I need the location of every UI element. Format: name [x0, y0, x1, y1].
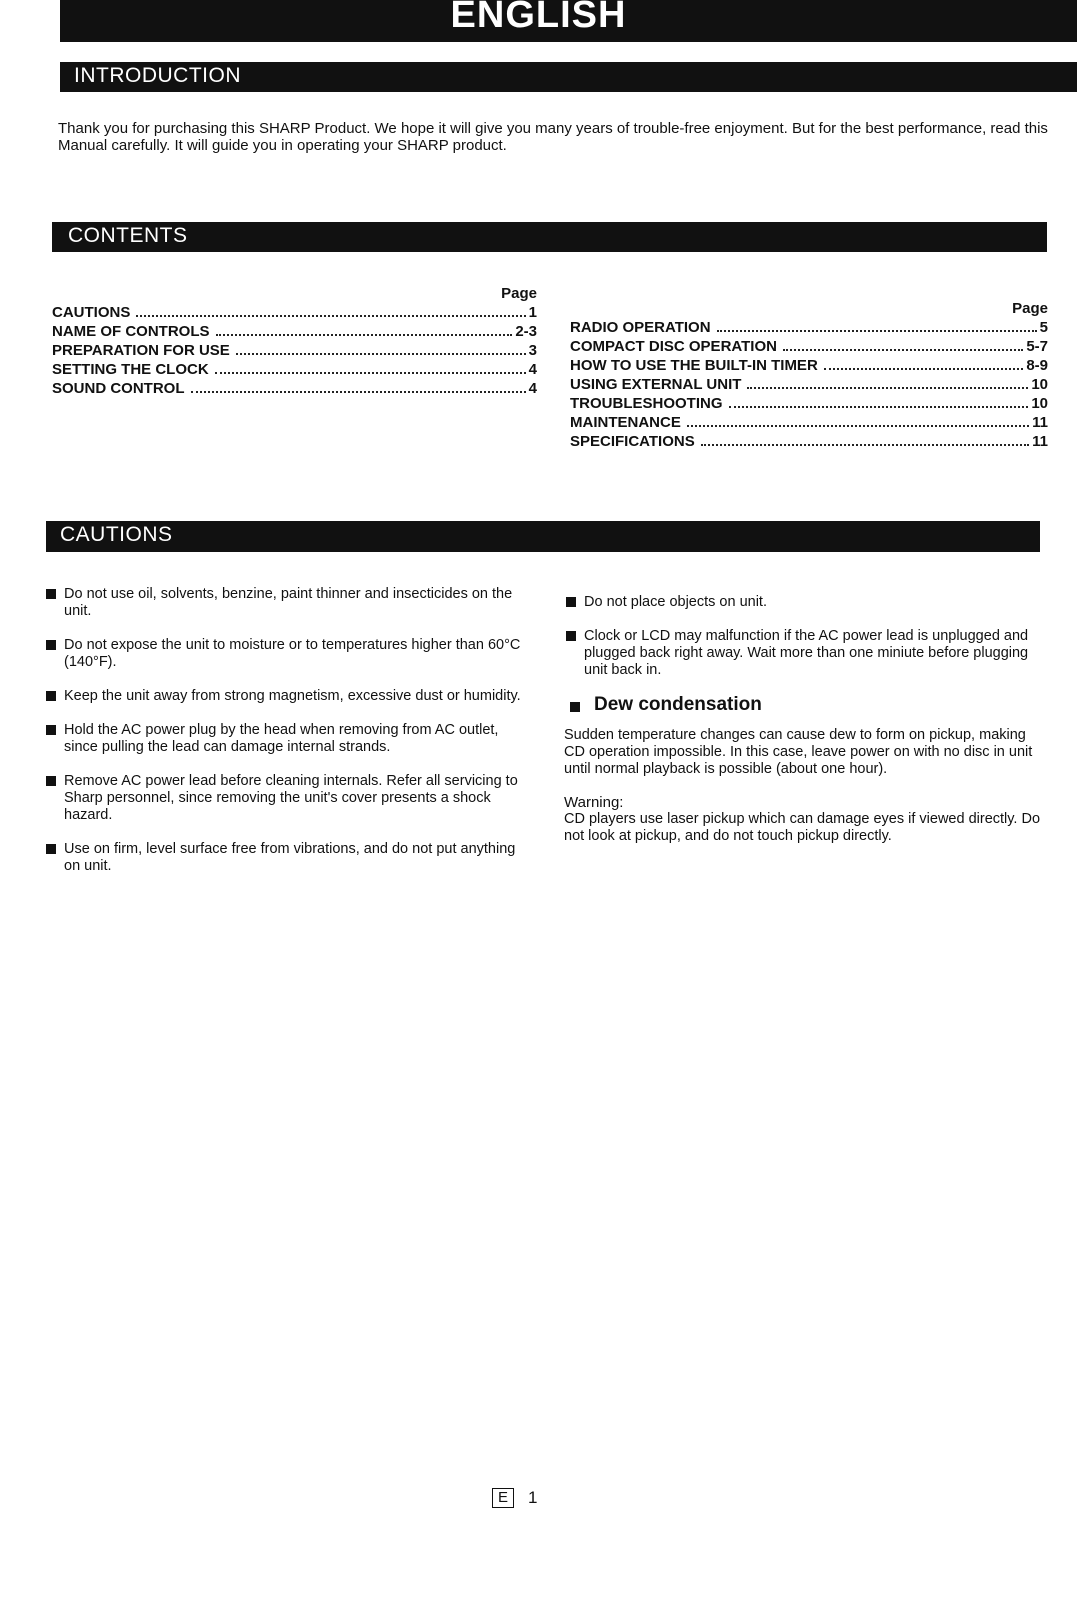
dot-leader: [747, 387, 1028, 389]
toc-entry: [570, 337, 1048, 356]
toc-entry-page: 2-3: [515, 323, 537, 340]
dew-heading-text: Dew condensation: [594, 694, 762, 715]
toc-entry-label: SPECIFICATIONS: [570, 433, 695, 450]
toc-entry-page: 3: [528, 342, 537, 359]
caution-text: Clock or LCD may malfunction if the AC power lead is unplugged and plugged back right away. Wait more than one miniute before plugging unit back in.: [584, 628, 1029, 678]
dot-leader: [824, 368, 1024, 370]
square-bullet-icon: [46, 691, 56, 701]
dot-leader: [136, 315, 525, 317]
toc-entry: [52, 379, 537, 398]
toc-entry: [570, 356, 1048, 375]
caution-item: [44, 773, 532, 824]
toc-entry-page: 4: [528, 361, 537, 378]
page-number: 1: [528, 1488, 538, 1507]
caution-text: Remove AC power lead before cleaning internals. Refer all servicing to Sharp personnel, since removing the unit's cover presents a shock hazard.: [64, 773, 518, 823]
caution-text: Use on firm, level surface free from vibrations, and do not put anything on unit.: [64, 841, 516, 874]
toc-entry: [52, 341, 537, 360]
dot-leader: [701, 444, 1029, 446]
toc-entry-label: TROUBLESHOOTING: [570, 395, 723, 412]
cautions-heading-bar: [46, 521, 1040, 552]
square-bullet-icon: [46, 725, 56, 735]
cautions-right-column: [564, 594, 1042, 861]
square-bullet-icon: [570, 702, 580, 712]
dew-condensation-heading: [564, 696, 1042, 713]
toc-entry-page: 5: [1039, 319, 1048, 336]
toc-entry-label: MAINTENANCE: [570, 414, 681, 431]
contents-left-column: [52, 284, 537, 398]
caution-text: Keep the unit away from strong magnetism, excessive dust or humidity.: [64, 688, 521, 704]
square-bullet-icon: [46, 776, 56, 786]
toc-entry: [52, 303, 537, 322]
toc-entry: [52, 322, 537, 341]
dot-leader: [215, 372, 526, 374]
toc-entry-page: 11: [1032, 414, 1048, 431]
toc-entry: [570, 318, 1048, 337]
caution-text: Do not use oil, solvents, benzine, paint thinner and insecticides on the unit.: [64, 586, 513, 619]
caution-item: [564, 628, 1042, 679]
toc-entry-page: 8-9: [1026, 357, 1048, 374]
toc-entry-label: CAUTIONS: [52, 304, 131, 321]
cautions-heading: CAUTIONS: [60, 523, 173, 546]
caution-item: [44, 586, 532, 620]
caution-text: Do not place objects on unit.: [584, 594, 767, 610]
toc-entry: [570, 413, 1048, 432]
toc-entry-page: 10: [1031, 395, 1048, 412]
toc-entry: [570, 394, 1048, 413]
contents-heading-bar: [52, 222, 1047, 252]
warning-title: Warning:: [564, 794, 624, 811]
toc-entry-label: HOW TO USE THE BUILT-IN TIMER: [570, 357, 818, 374]
toc-entry-label: USING EXTERNAL UNIT: [570, 376, 742, 393]
dot-leader: [191, 391, 526, 393]
toc-entry: [570, 432, 1048, 451]
page-footer: [492, 1488, 537, 1508]
toc-entry-label: RADIO OPERATION: [570, 319, 711, 336]
language-code-box: E: [492, 1488, 514, 1508]
cautions-left-column: [44, 586, 532, 892]
caution-item: [564, 594, 1042, 611]
toc-entry-label: SETTING THE CLOCK: [52, 361, 209, 378]
toc-entry-label: COMPACT DISC OPERATION: [570, 338, 777, 355]
caution-item: [44, 841, 532, 875]
dot-leader: [783, 349, 1023, 351]
toc-entry-page: 10: [1031, 376, 1048, 393]
toc-entry-page: 5-7: [1026, 338, 1048, 355]
square-bullet-icon: [46, 589, 56, 599]
toc-entry-page: 11: [1032, 433, 1048, 450]
toc-entry-page: 4: [528, 380, 537, 397]
square-bullet-icon: [46, 640, 56, 650]
introduction-heading: INTRODUCTION: [74, 64, 241, 87]
toc-entry-page: 1: [528, 304, 537, 321]
dot-leader: [236, 353, 526, 355]
caution-text: Do not expose the unit to moisture or to temperatures higher than 60°C (140°F).: [64, 637, 521, 670]
toc-entry-label: PREPARATION FOR USE: [52, 342, 230, 359]
introduction-text: Thank you for purchasing this SHARP Product. We hope it will give you many years of trouble-free enjoyment. But for the best performance, read this Manual carefully. It will guide you in operating your SHARP product.: [58, 120, 1048, 154]
dot-leader: [717, 330, 1037, 332]
toc-entry-label: NAME OF CONTROLS: [52, 323, 210, 340]
toc-entry: [570, 375, 1048, 394]
page-label: Page: [501, 285, 537, 302]
caution-item: [44, 688, 532, 705]
dew-condensation-text: Sudden temperature changes can cause dew to form on pickup, making CD operation impossible. In this case, leave power on with no disc in unit until normal playback is possible (about one hour).: [564, 727, 1033, 777]
square-bullet-icon: [566, 597, 576, 607]
contents-heading: CONTENTS: [68, 224, 188, 247]
language-title: ENGLISH: [450, 0, 627, 36]
warning-text: CD players use laser pickup which can damage eyes if viewed directly. Do not look at pickup, and do not touch pickup directly.: [564, 811, 1041, 844]
toc-entry-label: SOUND CONTROL: [52, 380, 185, 397]
dot-leader: [729, 406, 1029, 408]
caution-text: Hold the AC power plug by the head when removing from AC outlet, since pulling the lead can damage internal strands.: [64, 722, 499, 755]
contents-right-column: [570, 299, 1048, 451]
square-bullet-icon: [46, 844, 56, 854]
square-bullet-icon: [566, 631, 576, 641]
dot-leader: [216, 334, 513, 336]
dot-leader: [687, 425, 1029, 427]
toc-entry: [52, 360, 537, 379]
caution-item: [44, 637, 532, 671]
page-label: Page: [1012, 300, 1048, 317]
caution-item: [44, 722, 532, 756]
